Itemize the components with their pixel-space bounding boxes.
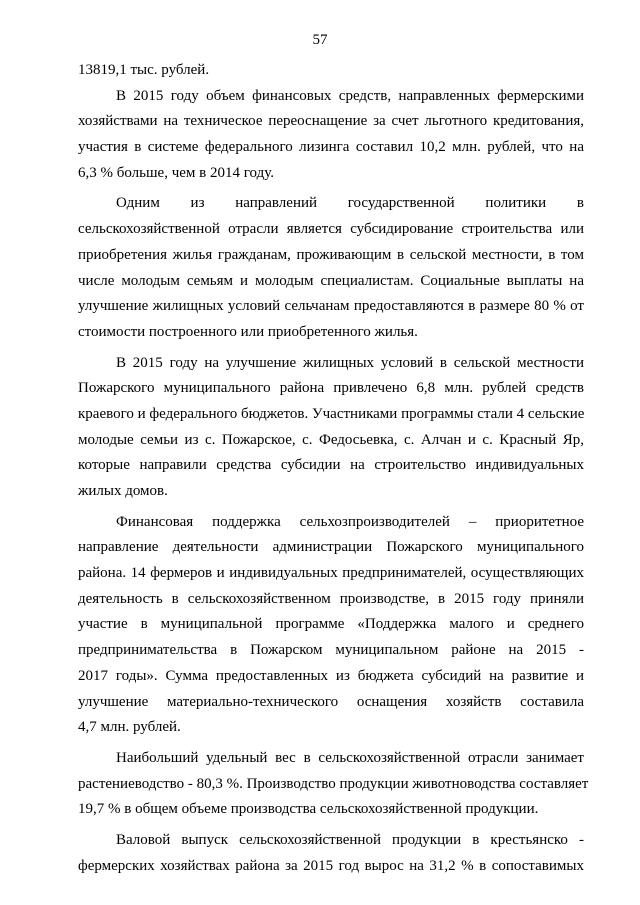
text-line: приобретения жилья гражданам, проживающим в сельской местности, в том <box>78 246 584 263</box>
text-line: стоимости построенного или приобретенного жилья. <box>78 323 418 340</box>
text-line: 6,3 % больше, чем в 2014 году. <box>78 164 274 181</box>
text-line: 4,7 млн. рублей. <box>78 719 181 736</box>
text-line: которые направили средства субсидии на строительство индивидуальных <box>78 457 584 474</box>
text-line: участия в системе федерального лизинга составил 10,2 млн. рублей, что на <box>78 139 584 156</box>
text-line: хозяйствами на техническое переоснащение за счет льготного кредитования, <box>78 113 584 130</box>
text-line: района. 14 фермеров и индивидуальных предпринимателей, осуществляющих <box>78 565 584 582</box>
text-line: В 2015 году на улучшение жилищных условий в сельской местности <box>116 354 584 371</box>
text-line: улучшение материально-технического оснащения хозяйств составила <box>78 693 584 710</box>
text-line: растениеводство - 80,3 %. Производство продукции животноводства составляет <box>78 775 589 792</box>
text-line: участие в муниципальной программе «Поддержка малого и среднего <box>78 616 584 633</box>
text-line: улучшение жилищных условий сельчанам предоставляются в размере 80 % от <box>78 298 584 315</box>
text-line: Одним из направлений государственной политики в <box>116 195 584 212</box>
text-line: жилых домов. <box>78 483 168 499</box>
text-line: Финансовая поддержка сельхозпроизводителей – приоритетное <box>116 513 584 530</box>
text-line: направление деятельности администрации Пожарского муниципального <box>78 539 584 556</box>
text-line: Пожарского муниципального района привлечено 6,8 млн. рублей средств <box>78 380 584 397</box>
text-line: Наибольший удельный вес в сельскохозяйственной отрасли занимает <box>116 749 584 766</box>
text-line: числе молодым семьям и молодым специалистам. Социальные выплаты на <box>78 272 584 289</box>
text-line: предпринимательства в Пожарском муниципальном районе на 2015 - <box>78 642 584 659</box>
text-line: сельскохозяйственной отрасли является субсидирование строительства или <box>78 221 584 238</box>
document-body <box>78 58 589 879</box>
text-line: Валовой выпуск сельскохозяйственной продукции в крестьянско - <box>116 831 584 848</box>
text-line: 2017 годы». Сумма предоставленных из бюджета субсидий на развитие и <box>78 667 584 684</box>
text-line: молодые семьи из с. Пожарское, с. Федосьевка, с. Алчан и с. Красный Яр, <box>78 431 584 448</box>
text-line: В 2015 году объем финансовых средств, направленных фермерскими <box>116 87 584 104</box>
text-line: краевого и федерального бюджетов. Участниками программы стали 4 сельские <box>78 405 585 422</box>
page-number: 57 <box>312 32 328 48</box>
text-line: фермерских хозяйствах района за 2015 год вырос на 31,2 % в сопоставимых <box>78 857 584 874</box>
text-line: 13819,1 тыс. рублей. <box>78 62 210 78</box>
text-line: деятельность в сельскохозяйственном производстве, в 2015 году приняли <box>78 590 584 607</box>
text-line: 19,7 % в общем объеме производства сельскохозяйственной продукции. <box>78 801 539 818</box>
